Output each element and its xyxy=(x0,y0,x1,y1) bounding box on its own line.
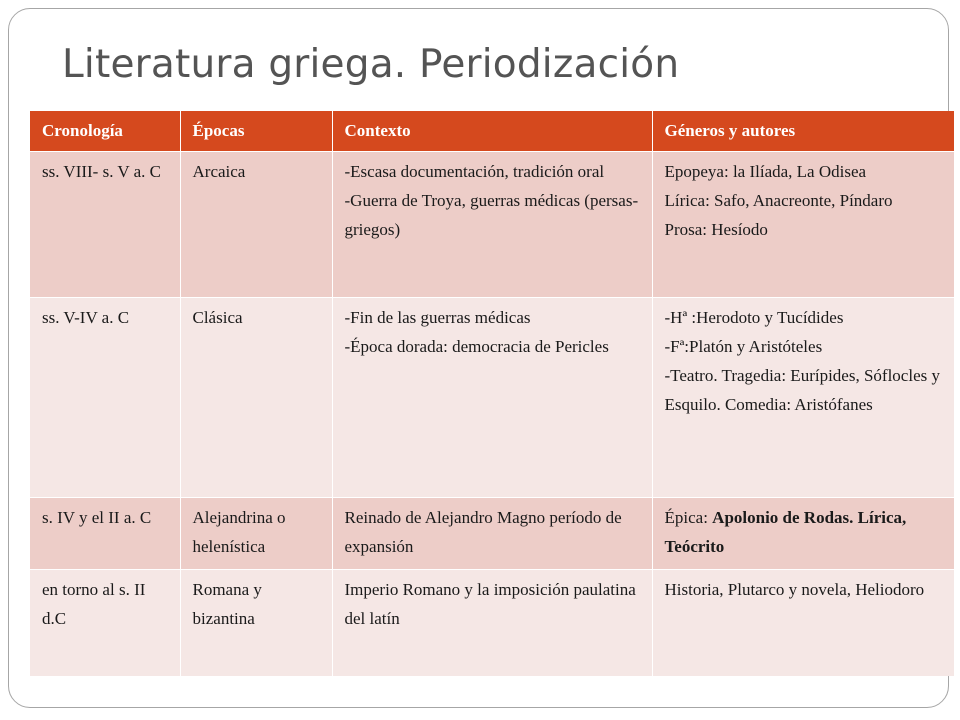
genre-line: -Hª :Herodoto y Tucídides xyxy=(664,308,844,327)
cell-epoca: Arcaica xyxy=(180,152,332,298)
genre-line: Epopeya: la Ilíada, La Odisea xyxy=(664,162,867,181)
cell-generos xyxy=(652,570,954,676)
table-row-arcaica xyxy=(30,152,954,298)
cell-generos xyxy=(652,152,954,298)
genre-prefix: Épica: xyxy=(664,508,713,527)
periodization-table xyxy=(30,111,954,676)
context-line: -Guerra de Troya, guerras médicas (persas-griegos) xyxy=(344,191,639,239)
cell-cronologia: ss. VIII- s. V a. C xyxy=(30,152,180,298)
context-line: -Época dorada: democracia de Pericles xyxy=(344,337,609,356)
cell-epoca: Romana y bizantina xyxy=(180,570,332,676)
cell-epoca: Clásica xyxy=(180,298,332,498)
cell-contexto xyxy=(332,298,652,498)
cell-cronologia: s. IV y el II a. C xyxy=(30,498,180,570)
genre-line: Historia, Plutarco y novela, Heliodoro xyxy=(664,580,925,599)
table-row-clasica xyxy=(30,298,954,498)
cell-generos xyxy=(652,498,954,570)
header-generos: Géneros y autores xyxy=(652,111,954,152)
table-row-romana xyxy=(30,570,954,676)
context-line: -Fin de las guerras médicas xyxy=(344,308,531,327)
slide-title: Literatura griega. Periodización xyxy=(62,42,680,87)
table-row-helenistica xyxy=(30,498,954,570)
cell-contexto xyxy=(332,498,652,570)
genre-bold-text: Apolonio de Rodas. Lírica, Teócrito xyxy=(664,508,907,556)
genre-line: -Fª:Platón y Aristóteles xyxy=(664,337,823,356)
context-line: -Escasa documentación, tradición oral xyxy=(344,162,605,181)
table-header-row xyxy=(30,111,954,152)
cell-contexto xyxy=(332,152,652,298)
genre-line: -Teatro. Tragedia: Eurípides, Sóflocles y Esquilo. Comedia: Aristófanes xyxy=(664,366,940,414)
genre-line: Lírica: Safo, Anacreonte, Píndaro xyxy=(664,191,893,210)
genre-line: Prosa: Hesíodo xyxy=(664,220,768,239)
cell-epoca: Alejandrina o helenística xyxy=(180,498,332,570)
cell-cronologia: ss. V-IV a. C xyxy=(30,298,180,498)
cell-generos xyxy=(652,298,954,498)
context-line: Imperio Romano y la imposición paulatina del latín xyxy=(344,580,636,628)
cell-contexto xyxy=(332,570,652,676)
header-epocas: Épocas xyxy=(180,111,332,152)
header-cronologia: Cronología xyxy=(30,111,180,152)
header-contexto: Contexto xyxy=(332,111,652,152)
cell-cronologia: en torno al s. II d.C xyxy=(30,570,180,676)
context-line: Reinado de Alejandro Magno período de expansión xyxy=(344,508,622,556)
